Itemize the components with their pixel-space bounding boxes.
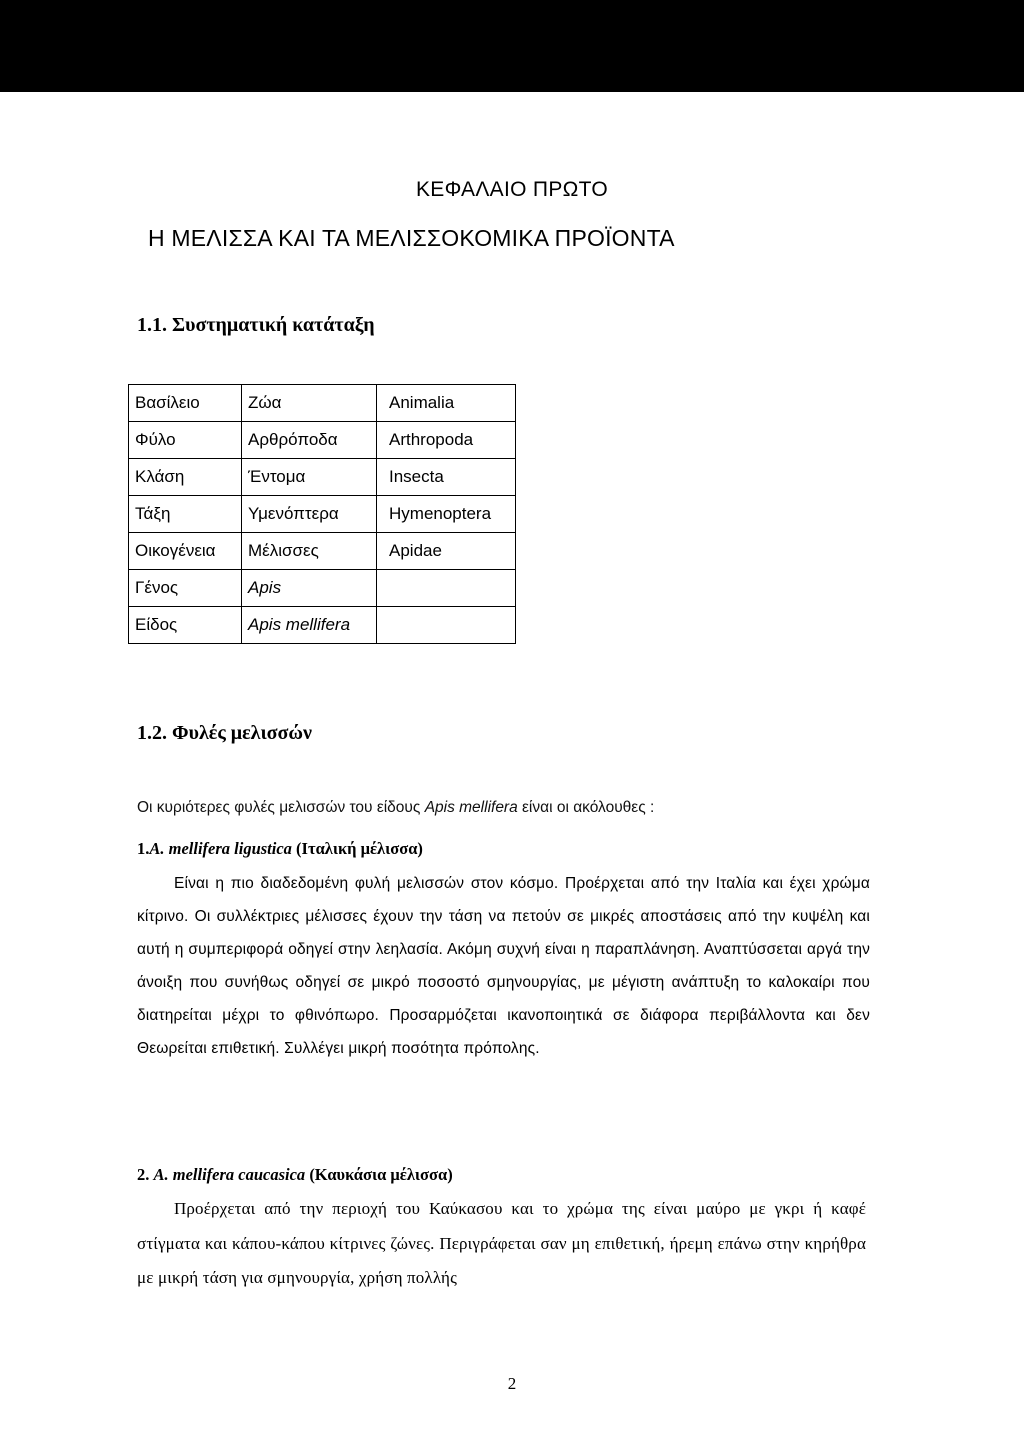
breed-scientific-name: A. mellifera ligustica	[149, 839, 292, 858]
breed-common-name: (Καυκάσια μέλισσα)	[305, 1165, 453, 1184]
table-cell: Έντομα	[242, 459, 377, 496]
chapter-subtitle: Η ΜΕΛΙΣΣΑ ΚΑΙ ΤΑ ΜΕΛΙΣΣΟΚΟΜΙΚΑ ΠΡΟΪΟΝΤΑ	[148, 225, 675, 251]
table-cell: Arthropoda	[377, 422, 516, 459]
table-cell: Είδος	[129, 607, 242, 644]
table-cell: Βασίλειο	[129, 385, 242, 422]
table-cell: Ζώα	[242, 385, 377, 422]
table-cell: Apidae	[377, 533, 516, 570]
table-cell: Hymenoptera	[377, 496, 516, 533]
breed-heading-ligustica	[137, 839, 423, 859]
table-cell: Φύλο	[129, 422, 242, 459]
table-cell: Τάξη	[129, 496, 242, 533]
breed-number: 2.	[137, 1165, 154, 1184]
intro-species: Apis mellifera	[424, 799, 518, 816]
table-cell: Υμενόπτερα	[242, 496, 377, 533]
table-cell: Αρθρόποδα	[242, 422, 377, 459]
section-heading-breeds: 1.2. Φυλές μελισσών	[137, 722, 312, 744]
table-row	[129, 459, 516, 496]
scan-dark-band	[0, 0, 1024, 92]
table-cell	[377, 607, 516, 644]
table-cell: Γένος	[129, 570, 242, 607]
table-cell: Οικογένεια	[129, 533, 242, 570]
breeds-intro	[137, 799, 654, 817]
table-cell: Apis	[242, 570, 377, 607]
page-number: 2	[507, 1374, 517, 1393]
taxonomy-table	[128, 384, 516, 644]
intro-text: Οι κυριότερες φυλές μελισσών του είδους	[137, 799, 425, 816]
section-heading-taxonomy: 1.1. Συστηματική κατάταξη	[137, 314, 375, 336]
table-row	[129, 422, 516, 459]
table-row	[129, 385, 516, 422]
table-cell: Animalia	[377, 385, 516, 422]
table-cell: Insecta	[377, 459, 516, 496]
table-cell: Κλάση	[129, 459, 242, 496]
chapter-title: ΚΕΦΑΛΑΙΟ ΠΡΩΤΟ	[415, 178, 609, 201]
table-cell	[377, 570, 516, 607]
table-row	[129, 533, 516, 570]
table-cell: Apis mellifera	[242, 607, 377, 644]
table-row	[129, 496, 516, 533]
breed-common-name: (Ιταλική μέλισσα)	[291, 839, 423, 858]
breed-heading-caucasica	[137, 1165, 453, 1185]
breed-description-caucasica: Προέρχεται από την περιοχή του Καύκασου και το χρώμα της είναι μαύρο με γκρι ή καφέ στίγματα και κάπου-κάπου κίτρινες ζώνες. Περιγράφεται σαν μη επιθετική, ήρεμη επάνω στην κηρήθρα με μικρή τάση για σμηνουργία, χρήση πολλής	[137, 1199, 866, 1287]
breed-number: 1.	[137, 839, 150, 858]
breed-scientific-name: A. mellifera caucasica	[153, 1165, 306, 1184]
table-row	[129, 570, 516, 607]
table-cell: Μέλισσες	[242, 533, 377, 570]
table-row	[129, 607, 516, 644]
breed-description-ligustica: Είναι η πιο διαδεδομένη φυλή μελισσών στον κόσμο. Προέρχεται από την Ιταλία και έχει χρώμα κίτρινο. Οι συλλέκτριες μέλισσες έχουν την τάση να πετούν σε μικρές αποστάσεις από την κυψέλη και αυτή η συμπεριφορά οδηγεί στην λεηλασία. Ακόμη συχνή είναι η παραπλάνηση. Αναπτύσσεται αργά την άνοιξη που συνήθως οδηγεί σε μικρό ποσοστό σμηνουργίας, με μέγιστη ανάπτυξη το καλοκαίρι που διατηρείται μέχρι το φθινόπωρο. Προσαρμόζεται ικανοποιητικά σε διάφορα περιβάλλοντα και δεν Θεωρείται επιθετική. Συλλέγει μικρή ποσότητα πρόπολης.	[137, 875, 870, 1057]
intro-text-end: είναι οι ακόλουθες :	[517, 799, 655, 816]
